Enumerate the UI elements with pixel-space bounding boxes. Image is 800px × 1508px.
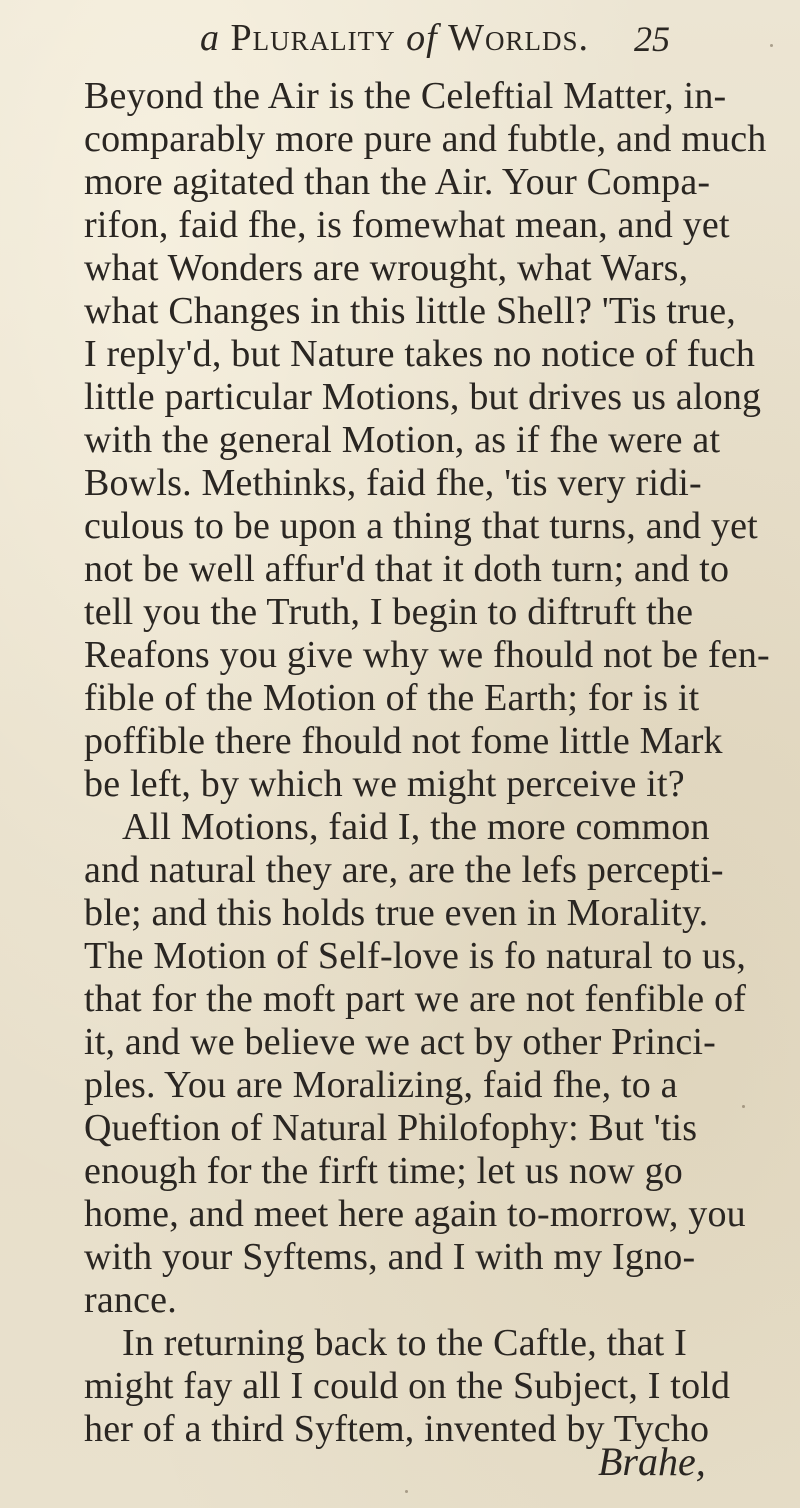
text-line: In returning back to the Caftle, that I xyxy=(122,1322,687,1364)
text-line: poffible there fhould not fome little Mark xyxy=(84,720,723,762)
text-line: with the general Motion, as if fhe were at xyxy=(84,419,721,461)
text-line: tell you the Truth, I begin to diftruft the xyxy=(84,591,694,633)
paper-speck xyxy=(742,1105,745,1108)
text-line: culous to be upon a thing that turns, and yet xyxy=(84,505,758,547)
paper-speck xyxy=(405,1490,408,1493)
text-line: Bowls. Methinks, faid fhe, 'tis very ridi- xyxy=(84,462,702,504)
running-title-worlds: Worlds. xyxy=(448,17,590,59)
running-title-of: of xyxy=(406,17,438,59)
text-line: not be well affur'd that it doth turn; and to xyxy=(84,548,730,590)
text-line: that for the moft part we are not fenfible of xyxy=(84,978,747,1020)
text-line: be left, by which we might perceive it? xyxy=(84,763,685,805)
running-title-main: Plurality xyxy=(230,17,396,59)
text-line: enough for the firft time; let us now go xyxy=(84,1150,683,1192)
text-line: and natural they are, are the lefs percepti- xyxy=(84,849,724,891)
text-line: ples. You are Moralizing, faid fhe, to a xyxy=(84,1064,678,1106)
text-line: might fay all I could on the Subject, I told xyxy=(84,1365,731,1407)
text-line: The Motion of Self-love is fo natural to us, xyxy=(84,935,747,977)
text-line: little particular Motions, but drives us along xyxy=(84,376,762,418)
text-line: All Motions, faid I, the more common xyxy=(122,806,710,848)
text-line: it, and we believe we act by other Princi- xyxy=(84,1021,717,1063)
text-line: her of a third Syftem, invented by Tycho xyxy=(84,1408,710,1450)
text-line: rance. xyxy=(84,1279,177,1321)
text-line: fible of the Motion of the Earth; for is it xyxy=(84,677,700,719)
page-number: 25 xyxy=(634,19,670,59)
text-line: more agitated than the Air. Your Compa- xyxy=(84,161,711,203)
text-line: rifon, faid fhe, is fomewhat mean, and yet xyxy=(84,204,730,246)
text-line: Queftion of Natural Philofophy: But 'tis xyxy=(84,1107,698,1149)
text-line: ble; and this holds true even in Morality. xyxy=(84,892,709,934)
text-line: Reafons you give why we fhould not be fen- xyxy=(84,634,770,676)
text-line: what Changes in this little Shell? 'Tis true, xyxy=(84,290,736,332)
text-line: what Wonders are wrought, what Wars, xyxy=(84,247,689,289)
text-line: home, and meet here again to-morrow, you xyxy=(84,1193,746,1235)
text-line: with your Syftems, and I with my Igno- xyxy=(84,1236,696,1278)
text-line: I reply'd, but Nature takes no notice of fuch xyxy=(84,333,756,375)
running-title xyxy=(200,16,589,60)
running-head xyxy=(0,8,800,68)
catchword: Brahe, xyxy=(598,1439,706,1484)
text-line: comparably more pure and fubtle, and much xyxy=(84,118,767,160)
paper-speck xyxy=(770,44,773,47)
running-title-article: a xyxy=(200,17,220,59)
text-line: Beyond the Air is the Celeftial Matter, in- xyxy=(84,75,727,117)
